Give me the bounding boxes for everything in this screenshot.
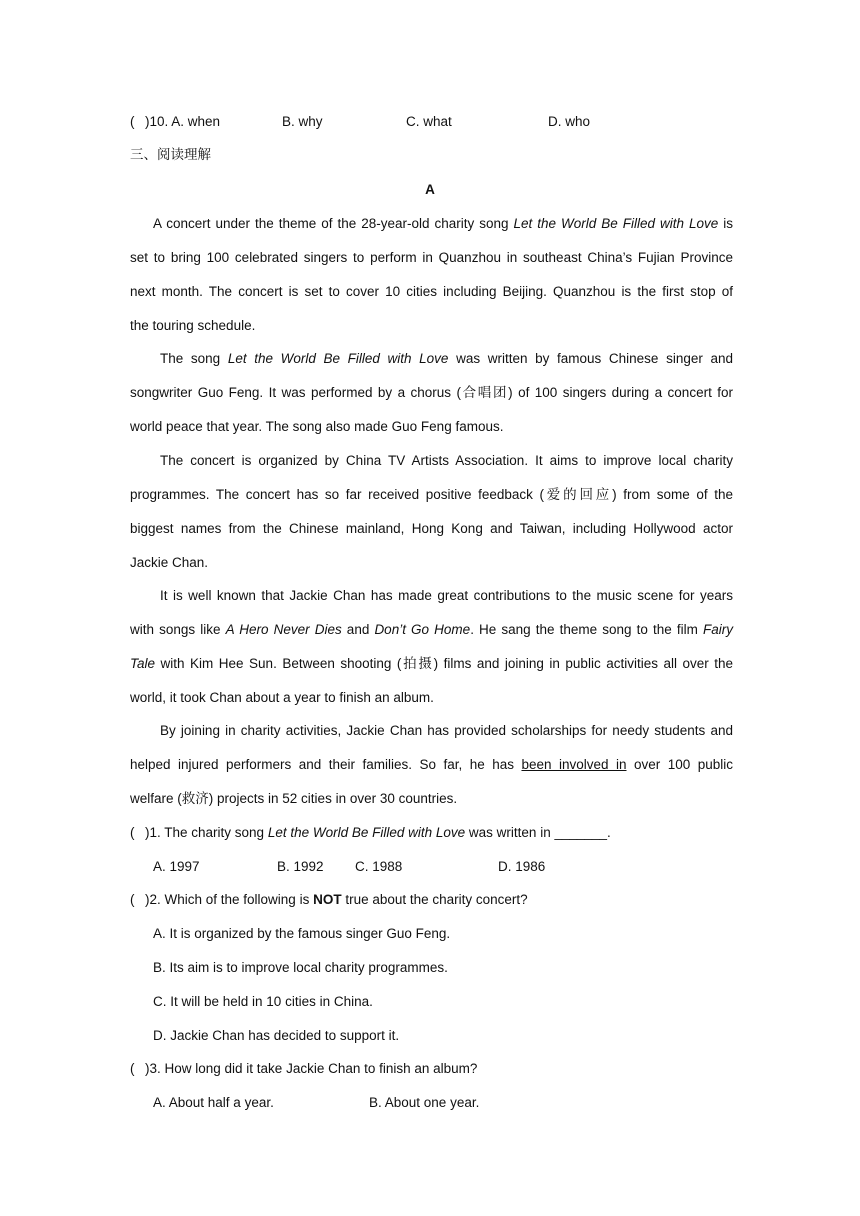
q1-stem: )1. The charity song Let the World Be Filled with Love was written in _______. <box>145 825 611 840</box>
q1-option-a: A. 1997 <box>153 859 200 874</box>
q10-stem: )10. A. when <box>145 114 221 129</box>
q1-paren: ( <box>130 825 135 840</box>
q10-option-c: C. what <box>406 114 452 129</box>
p3-line-1: The concert is organized by China TV Artists Association. It aims to improve local charity <box>160 453 733 468</box>
p4-line-2: with songs like A Hero Never Dies and Don’t Go Home. He sang the theme song to the film Fairy <box>130 622 733 637</box>
p1-line-4: the touring schedule. <box>130 318 256 333</box>
p1-line-1: A concert under the theme of the 28-year-old charity song Let the World Be Filled with Love is <box>153 216 733 231</box>
q1-option-b: B. 1992 <box>277 859 324 874</box>
q2-paren: ( <box>130 892 135 907</box>
q1-option-c: C. 1988 <box>355 859 403 874</box>
q3-stem: )3. How long did it take Jackie Chan to finish an album? <box>145 1061 478 1076</box>
p2-line-2: songwriter Guo Feng. It was performed by a chorus (合唱团) of 100 singers during a concert for <box>130 385 733 400</box>
p1-line-3: next month. The concert is set to cover 10 cities including Beijing. Quanzhou is the first stop of <box>130 284 733 299</box>
q3-paren: ( <box>130 1061 135 1076</box>
q10-option-d: D. who <box>548 114 591 129</box>
p4-line-1: It is well known that Jackie Chan has made great contributions to the music scene for years <box>160 588 733 603</box>
p5-line-3: welfare (救济) projects in 52 cities in over 30 countries. <box>130 791 458 806</box>
q3-option-b: B. About one year. <box>369 1095 480 1110</box>
q10-paren: ( <box>130 114 135 129</box>
q2-option-b: B. Its aim is to improve local charity programmes. <box>153 960 448 975</box>
q2-stem: )2. Which of the following is NOT true about the charity concert? <box>145 892 528 907</box>
q2-option-c: C. It will be held in 10 cities in China. <box>153 994 373 1009</box>
q10-row <box>130 113 135 130</box>
passage-label: A <box>425 182 435 197</box>
p3-line-4: Jackie Chan. <box>130 555 209 570</box>
q3-option-a: A. About half a year. <box>153 1095 274 1110</box>
p5-line-2: helped injured performers and their families. So far, he has been involved in over 100 public <box>130 757 733 772</box>
q1-option-d: D. 1986 <box>498 859 546 874</box>
p5-line-1: By joining in charity activities, Jackie Chan has provided scholarships for needy students and <box>160 723 733 738</box>
p3-line-2: programmes. The concert has so far received positive feedback (爱的回应) from some of the <box>130 487 733 502</box>
q2-option-a: A. It is organized by the famous singer Guo Feng. <box>153 926 451 941</box>
p3-line-3: biggest names from the Chinese mainland, Hong Kong and Taiwan, including Hollywood actor <box>130 521 733 536</box>
q10-option-b: B. why <box>282 114 323 129</box>
p4-line-3: Tale with Kim Hee Sun. Between shooting (拍摄) films and joining in public activities all over the <box>130 656 733 671</box>
p2-line-3: world peace that year. The song also made Guo Feng famous. <box>130 419 504 434</box>
section-title: 三、阅读理解 <box>130 147 211 163</box>
underlined-phrase: been involved in <box>521 757 627 772</box>
p2-line-1: The song Let the World Be Filled with Love was written by famous Chinese singer and <box>160 351 733 366</box>
p1-line-2: set to bring 100 celebrated singers to perform in Quanzhou in southeast China’s Fujian Province <box>130 250 733 265</box>
p4-line-4: world, it took Chan about a year to finish an album. <box>130 690 434 705</box>
q2-option-d: D. Jackie Chan has decided to support it. <box>153 1028 400 1043</box>
